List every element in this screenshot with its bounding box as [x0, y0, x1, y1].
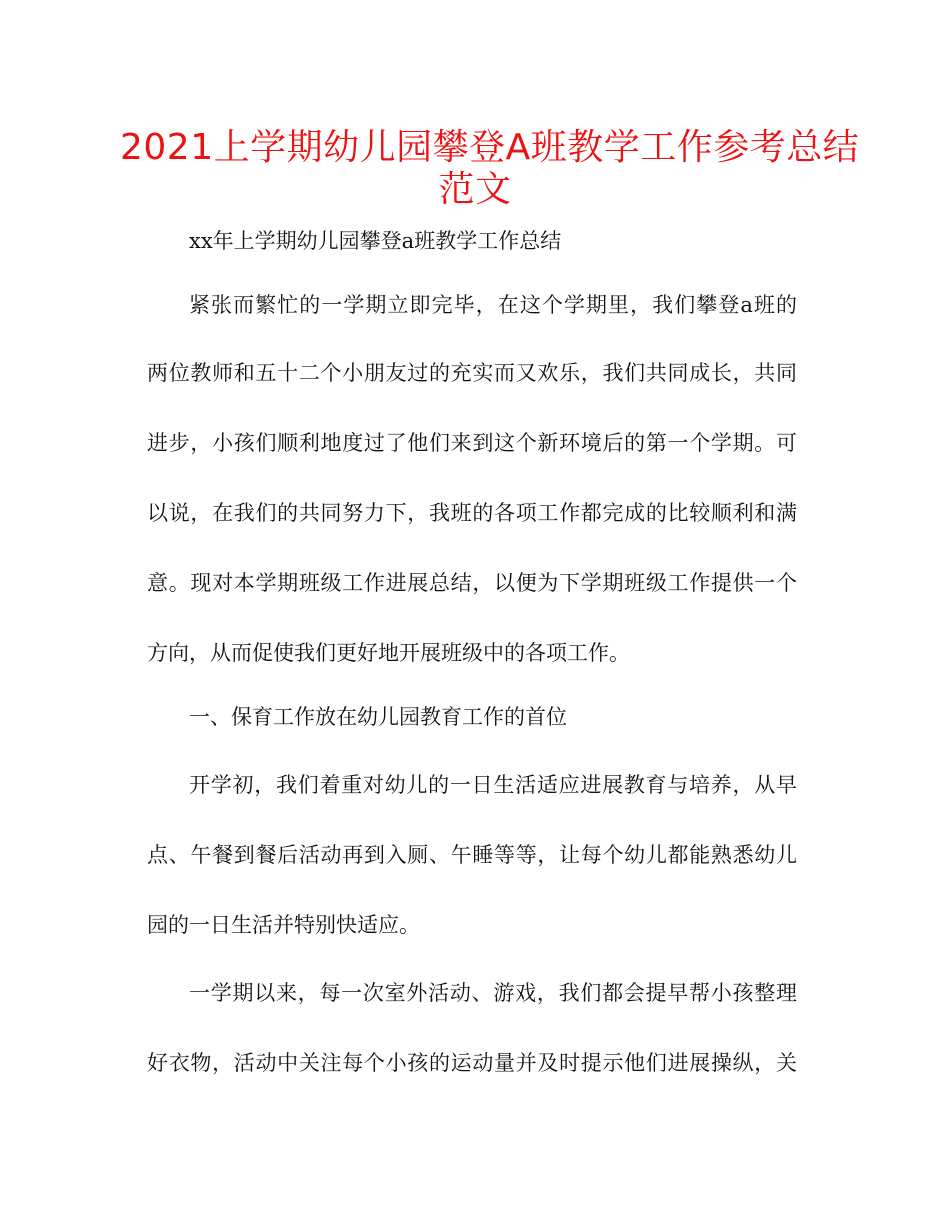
body-line: 两位教师和五十二个小朋友过的充实而又欢乐，我们共同成长，共同: [147, 361, 797, 385]
body-line: 好衣物，活动中关注每个小孩的运动量并及时提示他们进展操纵，关: [147, 1051, 797, 1075]
body-line: 意。现对本学期班级工作进展总结，以便为下学期班级工作提供一个: [147, 571, 797, 595]
document-title-line-2: 范文: [438, 169, 512, 210]
body-line: 进步，小孩们顺利地度过了他们来到这个新环境后的第一个学期。可: [147, 431, 797, 455]
document-title-line-1: 2021上学期幼儿园攀登A班教学工作参考总结: [120, 127, 860, 168]
body-line: 一学期以来，每一次室外活动、游戏，我们都会提早帮小孩整理: [189, 981, 797, 1005]
body-line: 园的一日生活并特别快适应。: [147, 913, 420, 937]
body-line: 紧张而繁忙的一学期立即完毕，在这个学期里，我们攀登a班的: [189, 293, 797, 317]
section-heading: 一、保育工作放在幼儿园教育工作的首位: [189, 705, 567, 729]
subtitle-line: xx年上学期幼儿园攀登a班教学工作总结: [189, 229, 562, 253]
body-line: 以说，在我们的共同努力下，我班的各项工作都完成的比较顺利和满: [147, 501, 797, 525]
body-line: 方向，从而促使我们更好地开展班级中的各项工作。: [147, 641, 630, 665]
body-line: 开学初，我们着重对幼儿的一日生活适应进展教育与培养，从早: [189, 773, 797, 797]
body-line: 点、午餐到餐后活动再到入厕、午睡等等，让每个幼儿都能熟悉幼儿: [147, 843, 797, 867]
